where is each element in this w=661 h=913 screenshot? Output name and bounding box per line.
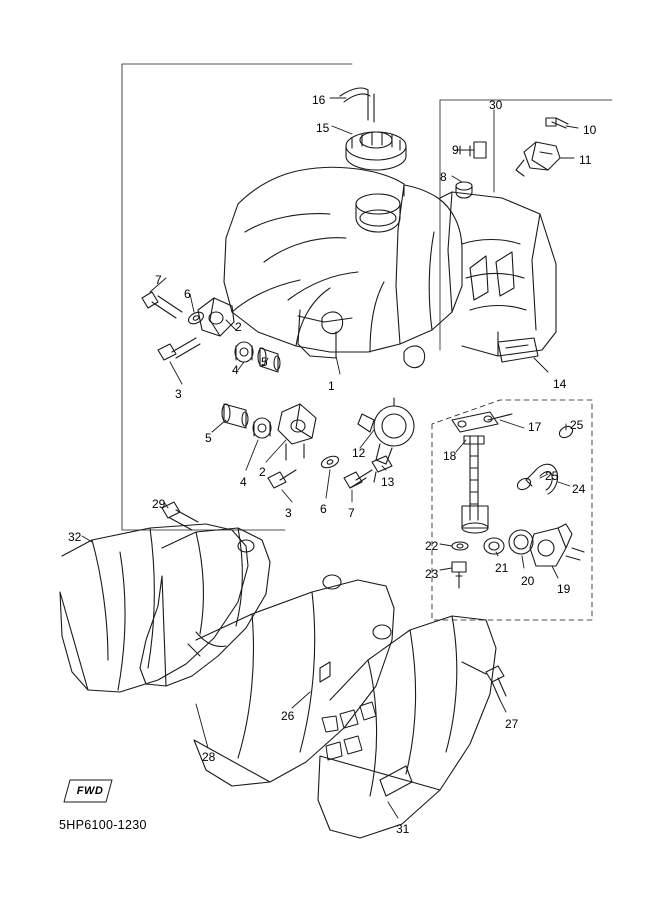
callout-6-upper: 6	[184, 287, 191, 301]
callout-10: 10	[583, 123, 597, 137]
bolt-27	[462, 662, 506, 700]
callout-24: 24	[572, 482, 586, 496]
gasket-18	[452, 412, 498, 432]
callout-28: 28	[202, 750, 216, 764]
callout-2-upper: 2	[235, 320, 242, 334]
fuel-cock-12	[358, 398, 414, 464]
bolt-3-left	[158, 338, 200, 360]
diagram-part-number: 5HP6100-1230	[59, 818, 147, 832]
washer-6-left	[187, 310, 206, 326]
callout-1: 1	[328, 379, 335, 393]
clamp-25-lower	[515, 476, 532, 492]
breather-hose-16	[340, 88, 374, 122]
callout-20: 20	[521, 574, 535, 588]
side-cover-32	[60, 524, 248, 692]
bolt-7-lower	[344, 470, 372, 488]
washer-22	[452, 542, 468, 550]
callout-17: 17	[528, 420, 542, 434]
side-cover-26	[194, 580, 394, 786]
callout-25-lower: 25	[545, 469, 559, 483]
callout-3-upper: 3	[175, 387, 182, 401]
fuel-tank-body	[224, 167, 462, 367]
fwd-label: FWD	[76, 784, 104, 797]
bolt-9	[456, 142, 486, 158]
callout-7-upper: 7	[155, 273, 162, 287]
callout-5-lower: 5	[205, 431, 212, 445]
callout-14: 14	[553, 377, 567, 391]
callout-18: 18	[443, 449, 457, 463]
callout-7-lower: 7	[348, 506, 355, 520]
bolt-7-left	[142, 292, 182, 318]
callout-32: 32	[68, 530, 82, 544]
damper-4-upper	[235, 342, 253, 362]
panel-graphic	[322, 702, 376, 760]
oring-20	[509, 530, 533, 554]
fuel-cock-body-19	[530, 524, 584, 566]
bolt-3-lower	[268, 470, 296, 488]
leader-lines	[82, 98, 578, 818]
callout-25-upper: 25	[570, 418, 584, 432]
callout-4-upper: 4	[232, 363, 239, 377]
air-duct-28	[140, 528, 341, 686]
callout-11: 11	[579, 153, 592, 167]
tank-filler-neck	[356, 194, 400, 232]
callout-6-lower: 6	[320, 502, 327, 516]
callout-23: 23	[425, 567, 439, 581]
callout-15: 15	[316, 121, 330, 135]
washer-6-lower	[320, 454, 340, 470]
callout-13: 13	[381, 475, 395, 489]
bolt-23	[452, 562, 466, 588]
callout-27: 27	[505, 717, 519, 731]
emblem-14	[498, 338, 538, 362]
collar-5-lower	[222, 404, 248, 428]
callout-19: 19	[557, 582, 571, 596]
washer-8	[456, 182, 472, 198]
callout-3-lower: 3	[285, 506, 292, 520]
callout-29: 29	[152, 497, 166, 511]
callout-30: 30	[489, 98, 503, 112]
callout-16: 16	[312, 93, 326, 107]
callout-21: 21	[495, 561, 509, 575]
callout-4-lower: 4	[240, 475, 247, 489]
callout-31: 31	[396, 822, 410, 836]
callout-22: 22	[425, 539, 439, 553]
bracket-2-lower	[278, 404, 316, 460]
bolt-10	[546, 118, 568, 128]
callout-12: 12	[352, 446, 366, 460]
oring-21	[484, 538, 504, 554]
callout-8: 8	[440, 170, 447, 184]
strainer-17	[462, 414, 512, 533]
callout-2-lower: 2	[259, 465, 266, 479]
callout-9: 9	[452, 143, 459, 157]
callout-5-upper: 5	[261, 355, 268, 369]
damper-4-lower	[253, 418, 271, 438]
tank-side-cover-30	[440, 192, 556, 356]
fwd-direction-marker	[68, 777, 112, 804]
callout-26: 26	[281, 709, 295, 723]
fuel-tank-cap-15	[346, 132, 406, 170]
bracket-11	[516, 142, 560, 176]
